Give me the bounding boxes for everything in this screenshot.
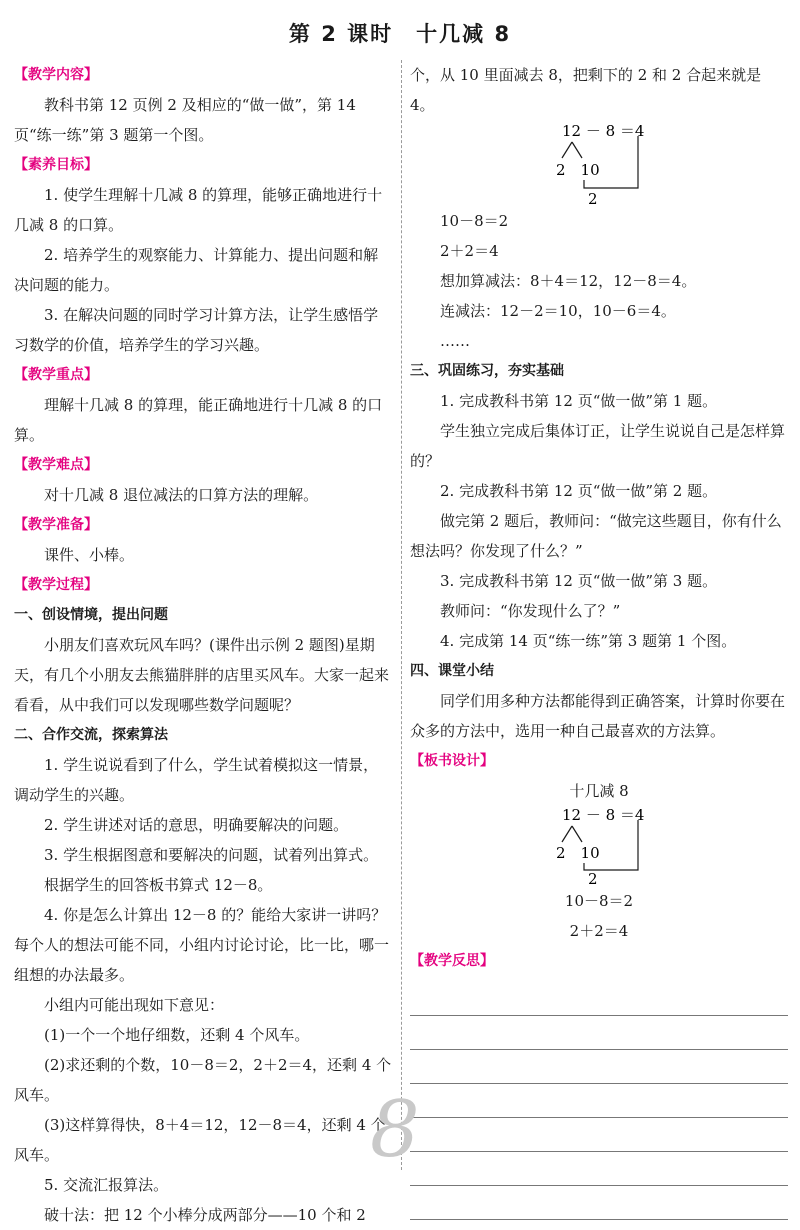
- section-heading-process: 【教学过程】: [14, 577, 98, 593]
- writing-line[interactable]: [410, 1186, 788, 1220]
- page-title: 第 2 课时 十几减 8: [288, 22, 512, 46]
- paragraph: 学生独立完成后集体订正，让学生说说自己是怎样算的？: [410, 422, 786, 470]
- paragraph: 教科书第 12 页例 2 及相应的“做一做”，第 14 页“练一练”第 3 题第一个图。: [14, 96, 356, 144]
- paragraph: 3. 学生根据图意和要解决的问题，试着列出算式。: [44, 846, 379, 864]
- diagram-branch-left: [562, 142, 572, 158]
- section-heading-board: 【板书设计】: [410, 753, 494, 769]
- paragraph: 5. 交流汇报算法。: [44, 1176, 169, 1194]
- paragraph: 4. 完成第 14 页“练一练”第 3 题第 1 个图。: [440, 632, 737, 650]
- ellipsis: ……: [440, 332, 470, 350]
- diagram-split: 2 10: [556, 161, 600, 179]
- section-heading-reflection: 【教学反思】: [410, 953, 494, 969]
- board-equation: 2＋2＝4: [569, 922, 629, 940]
- paragraph: 2. 培养学生的观察能力、计算能力、提出问题和解决问题的能力。: [14, 246, 379, 294]
- paragraph: 破十法：把 12 个小棒分成两部分——10 个和 2: [44, 1206, 366, 1224]
- writing-line[interactable]: [410, 982, 788, 1016]
- equation: 连减法：12－2＝10，10－6＝4。: [440, 302, 676, 320]
- section-heading-preparation: 【教学准备】: [14, 517, 98, 533]
- equation: 想加算减法：8＋4＝12，12－8＝4。: [440, 272, 697, 290]
- left-column: [14, 60, 392, 1230]
- writing-line[interactable]: [410, 1084, 788, 1118]
- paragraph: 3. 在解决问题的同时学习计算方法，让学生感悟学习数学的价值，培养学生的学习兴趣。: [14, 306, 379, 354]
- subsection-heading: 二、合作交流，探索算法: [14, 727, 168, 743]
- paragraph: 对十几减 8 退位减法的口算方法的理解。: [44, 486, 319, 504]
- split-ten-diagram: [410, 120, 788, 206]
- paragraph: 个，从 10 里面减去 8，把剩下的 2 和 2 合起来就是 4。: [410, 66, 762, 114]
- diagram-branch-right: [572, 142, 582, 158]
- paragraph: 理解十几减 8 的算理，能正确地进行十几减 8 的口算。: [14, 396, 383, 444]
- diagram-remainder: 2: [588, 190, 598, 206]
- subsection-heading: 三、巩固练习，夯实基础: [410, 363, 564, 379]
- section-heading-difficulties: 【教学难点】: [14, 457, 98, 473]
- right-column: [410, 60, 788, 1220]
- diagram-equation: 12 － 8 ＝4: [562, 122, 645, 140]
- paragraph: 2. 完成教科书第 12 页“做一做”第 2 题。: [440, 482, 718, 500]
- paragraph: 1. 学生说说看到了什么，学生试着模拟这一情景，调动学生的兴趣。: [14, 756, 379, 804]
- paragraph: (2)求还剩的个数，10－8＝2，2＋2＝4，还剩 4 个风车。: [14, 1056, 392, 1104]
- paragraph: 根据学生的回答板书算式 12－8。: [44, 876, 273, 894]
- paragraph: 1. 使学生理解十几减 8 的算理，能够正确地进行十几减 8 的口算。: [14, 186, 383, 234]
- section-heading-goals: 【素养目标】: [14, 157, 98, 173]
- paragraph: 小组内可能出现如下意见：: [44, 996, 225, 1014]
- paragraph: 1. 完成教科书第 12 页“做一做”第 1 题。: [440, 392, 718, 410]
- writing-line[interactable]: [410, 1118, 788, 1152]
- writing-line[interactable]: [410, 1152, 788, 1186]
- diagram-equation: 12 － 8 ＝4: [562, 806, 645, 824]
- paragraph: 2. 学生讲述对话的意思，明确要解决的问题。: [44, 816, 349, 834]
- writing-line[interactable]: [410, 1016, 788, 1050]
- column-divider: [401, 60, 402, 1170]
- diagram-branch-left: [562, 826, 572, 842]
- page-number: 8: [370, 1085, 420, 1175]
- paragraph: (1)一个一个地仔细数，还剩 4 个风车。: [44, 1026, 310, 1044]
- paragraph: 做完第 2 题后，教师问：“做完这些题目，你有什么想法吗？你发现了什么？”: [410, 512, 782, 560]
- paragraph: 3. 完成教科书第 12 页“做一做”第 3 题。: [440, 572, 718, 590]
- section-heading-key-points: 【教学重点】: [14, 367, 98, 383]
- board-title: 十几减 8: [569, 782, 629, 800]
- paragraph: 小朋友们喜欢玩风车吗？(课件出示例 2 题图)星期天，有几个小朋友去熊猫胖胖的店里买风车。大家一起来看看，从中我们可以发现哪些数学问题呢？: [14, 636, 390, 714]
- diagram-remainder: 2: [588, 870, 598, 886]
- subsection-heading: 四、课堂小结: [410, 663, 494, 679]
- reflection-lines: [410, 982, 788, 1220]
- board-diagram: [410, 806, 788, 886]
- section-heading-content: 【教学内容】: [14, 67, 98, 83]
- paragraph: 4. 你是怎么计算出 12－8 的？能给大家讲一讲吗？每个人的想法可能不同，小组内讨论讨论，比一比，哪一组想的办法最多。: [14, 906, 390, 984]
- paragraph: 课件、小棒。: [44, 546, 135, 564]
- diagram-branch-right: [572, 826, 582, 842]
- equation: 10－8＝2: [440, 212, 509, 230]
- board-equation: 10－8＝2: [564, 892, 634, 910]
- equation: 2＋2＝4: [440, 242, 499, 260]
- diagram-split: 2 10: [556, 844, 600, 862]
- subsection-heading: 一、创设情境，提出问题: [14, 607, 168, 623]
- paragraph: 教师问：“你发现什么了？”: [440, 602, 621, 620]
- writing-line[interactable]: [410, 1050, 788, 1084]
- paragraph: 同学们用多种方法都能得到正确答案，计算时你要在众多的方法中，选用一种自己最喜欢的方法算。: [410, 692, 786, 740]
- paragraph: (3)这样算得快，8＋4＝12，12－8＝4，还剩 4 个风车。: [14, 1116, 386, 1164]
